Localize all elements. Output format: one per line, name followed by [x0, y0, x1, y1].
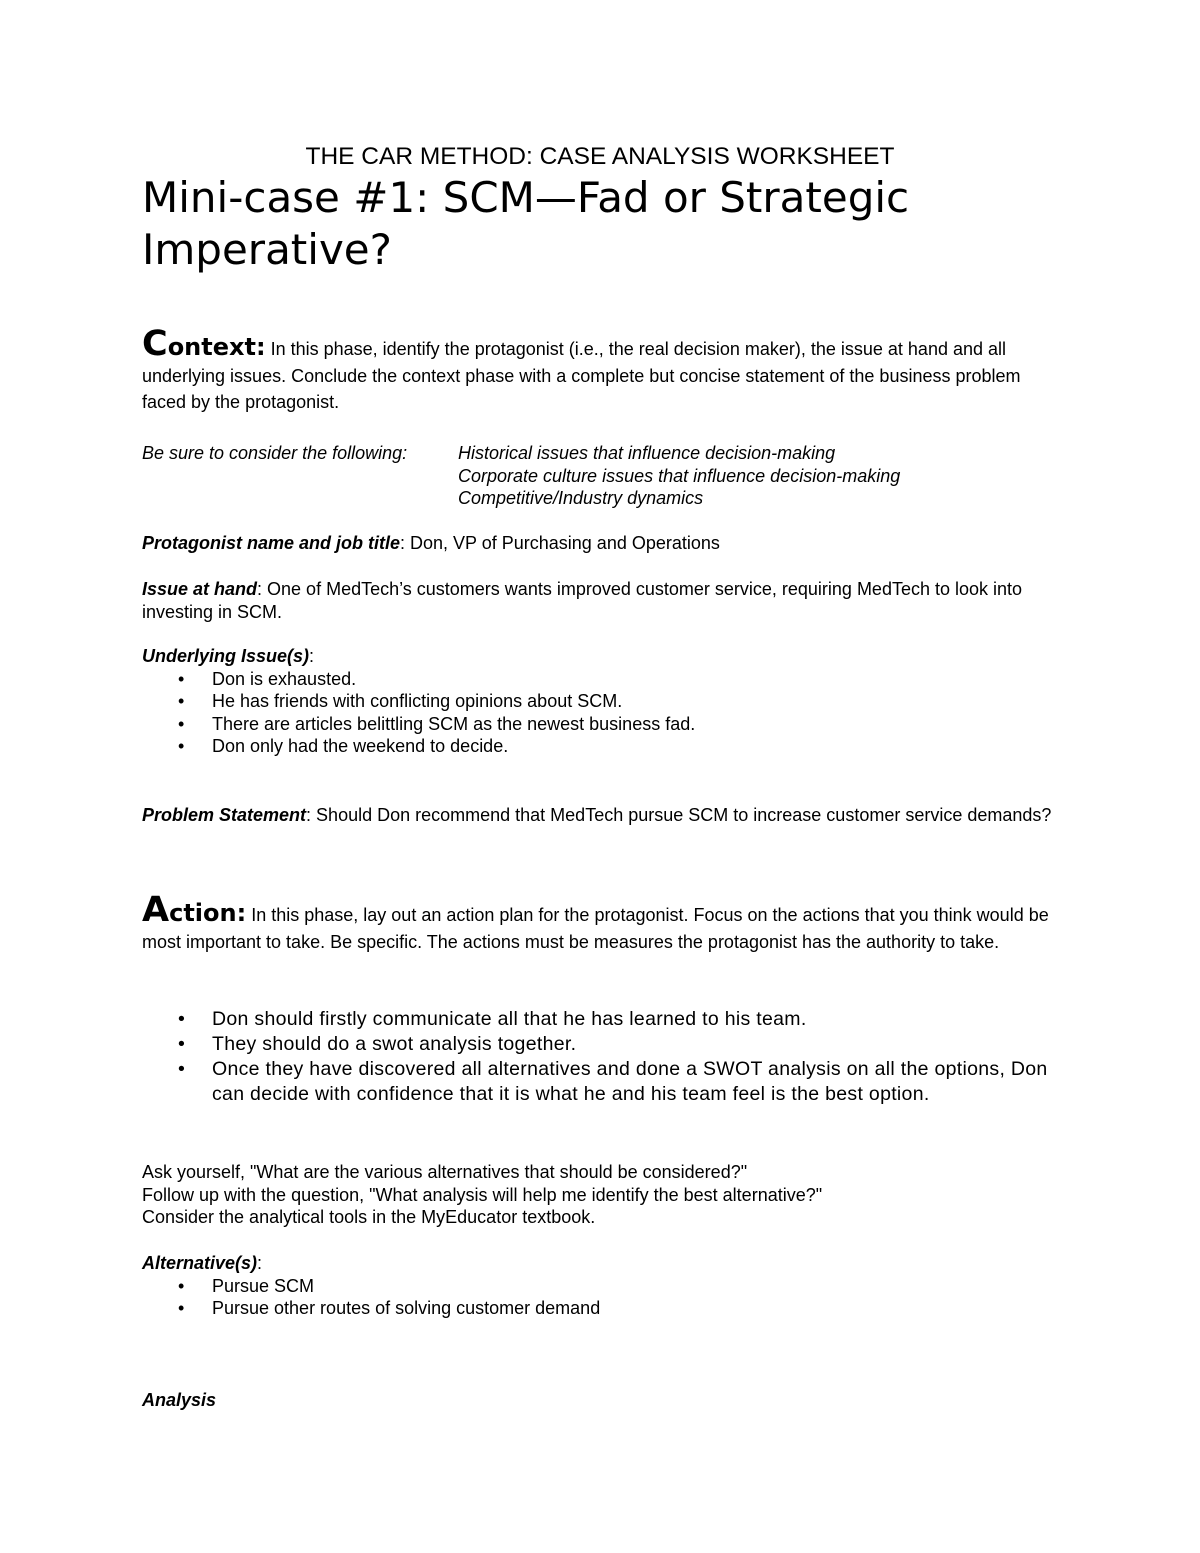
alternatives-label: Alternative(s) [142, 1253, 258, 1273]
alternatives-list [142, 1275, 1062, 1320]
underlying-issues [142, 645, 1062, 758]
ask-line: Ask yourself, "What are the various alternatives that should be considered?" [142, 1162, 748, 1182]
list-item: • There are articles belittling SCM as the newest business fad. [178, 713, 696, 734]
consider-block [142, 442, 1062, 510]
alternatives-colon: : [257, 1253, 263, 1273]
list-item: • Once they have discovered all alternatives and done a SWOT analysis on all the options, Don can decide with confidence that it is what he and his team feel is the best option. [178, 1058, 1048, 1105]
bullet-icon: • [178, 1275, 185, 1296]
ask-yourself-block [142, 1161, 1062, 1229]
context-section [142, 324, 1062, 415]
list-item: • Don should firstly communicate all that he has learned to his team. [178, 1008, 807, 1030]
bullet-icon: • [178, 1058, 186, 1080]
bullet-icon: • [178, 736, 185, 756]
list-item: • Don only had the weekend to decide. [178, 736, 509, 756]
context-heading: Context: [142, 324, 266, 364]
consider-item: Historical issues that influence decision-making [458, 443, 836, 463]
worksheet-title: THE CAR METHOD: CASE ANALYSIS WORKSHEET [305, 143, 895, 170]
consider-item: Competitive/Industry dynamics [458, 488, 704, 508]
case-title: Mini-case #1: SCM—Fad or Strategic Imperative? [142, 173, 910, 274]
bullet-icon: • [178, 1298, 185, 1318]
alternatives [142, 1252, 1062, 1320]
analysis-section [142, 1389, 1062, 1412]
problem-label: Problem Statement [142, 805, 307, 825]
issue-value: : One of MedTech’s customers wants improved customer service, requiring MedTech to look into investing in SCM. [142, 579, 1023, 622]
issue-label: Issue at hand [142, 579, 258, 599]
consider-list [458, 442, 900, 510]
problem-value: : Should Don recommend that MedTech pursue SCM to increase customer service demands? [306, 805, 1052, 825]
bullet-icon: • [178, 691, 185, 711]
bullet-icon: • [178, 1033, 186, 1055]
action-section [142, 890, 1062, 955]
action-list [142, 1007, 1062, 1107]
list-item: • Don is exhausted. [178, 668, 357, 689]
ask-line: Consider the analytical tools in the MyEducator textbook. [142, 1207, 596, 1227]
ask-line: Follow up with the question, "What analysis will help me identify the best alternative?" [142, 1184, 823, 1205]
action-items [142, 1007, 1062, 1107]
list-item: • Pursue SCM [178, 1275, 315, 1296]
underlying-label: Underlying Issue(s) [142, 646, 310, 666]
protagonist-label: Protagonist name and job title [142, 533, 401, 553]
underlying-colon: : [309, 646, 315, 666]
action-intro-paragraph [142, 890, 1062, 955]
context-intro-paragraph [142, 324, 1062, 415]
issue-field [142, 578, 1062, 623]
list-item: • He has friends with conflicting opinions about SCM. [178, 691, 623, 711]
consider-item: Corporate culture issues that influence decision-making [458, 465, 901, 486]
consider-lead: Be sure to consider the following: [142, 443, 408, 463]
protagonist-value: : Don, VP of Purchasing and Operations [400, 533, 720, 553]
list-item: • They should do a swot analysis together. [178, 1033, 577, 1055]
problem-statement [142, 804, 1062, 827]
bullet-icon: • [178, 713, 185, 734]
context-intro-text: In this phase, identify the protagonist (i.e., the real decision maker), the issue at hand and all underlying issues. Conclude the context phase with a complete but concise statement of the business problem faced by the protagonist. [142, 339, 1021, 412]
list-item: • Pursue other routes of solving customer demand [178, 1298, 601, 1318]
analysis-label: Analysis [142, 1390, 217, 1410]
action-intro-text: In this phase, lay out an action plan for the protagonist. Focus on the actions that you think would be most important to take. Be specific. The actions must be measures the protagonist has the authority to take. [142, 905, 1049, 952]
protagonist-field [142, 532, 1062, 555]
action-heading: Action: [142, 890, 247, 930]
underlying-list [142, 668, 1062, 758]
bullet-icon: • [178, 1008, 186, 1030]
bullet-icon: • [178, 668, 185, 689]
